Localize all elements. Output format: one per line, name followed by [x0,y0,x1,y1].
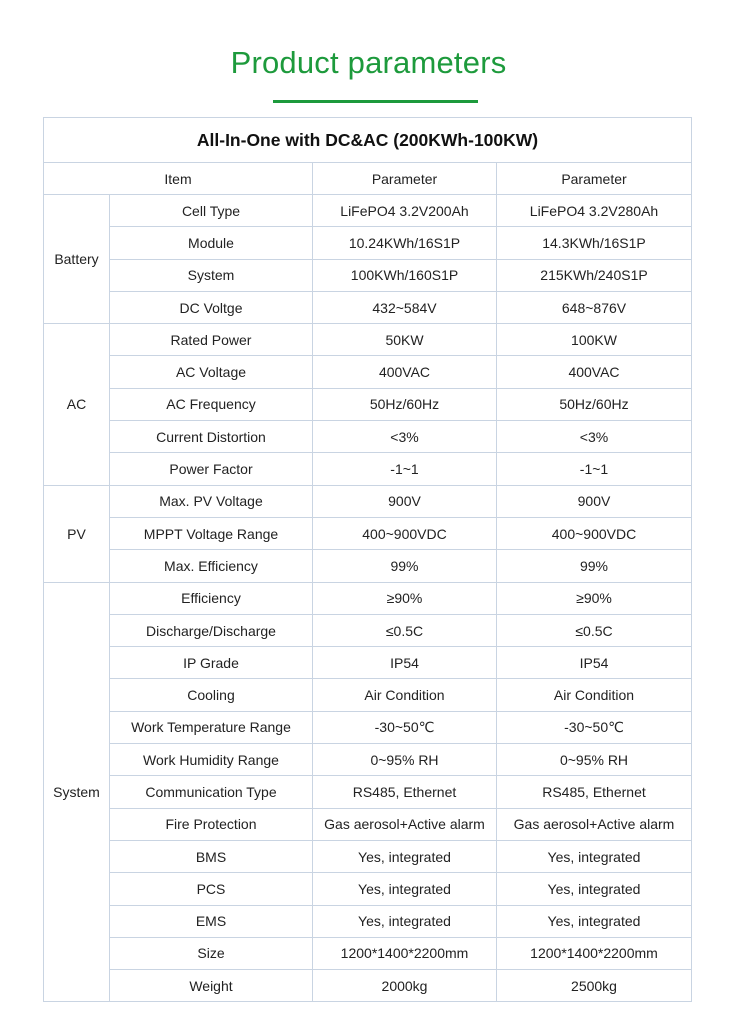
row-parameter-1-cell: -1~1 [313,453,497,485]
table-row [44,679,692,711]
row-item-cell: Max. Efficiency [110,550,313,582]
row-parameter-1-cell: IP54 [313,647,497,679]
row-item-cell: Max. PV Voltage [110,485,313,517]
row-item-cell: BMS [110,840,313,872]
row-parameter-1-cell: 2000kg [313,970,497,1002]
row-parameter-2-cell: -30~50℃ [497,711,692,743]
spec-table-body [44,195,692,1002]
row-item-cell: Size [110,937,313,969]
row-parameter-2-cell: 14.3KWh/16S1P [497,227,692,259]
row-parameter-2-cell: 400VAC [497,356,692,388]
row-parameter-2-cell: ≥90% [497,582,692,614]
table-row [44,195,692,227]
table-row [44,388,692,420]
row-parameter-1-cell: Gas aerosol+Active alarm [313,808,497,840]
row-parameter-1-cell: 50KW [313,324,497,356]
table-row [44,614,692,646]
group-label: System [44,582,110,1002]
table-row [44,517,692,549]
row-parameter-2-cell: RS485, Ethernet [497,776,692,808]
row-item-cell: DC Voltge [110,291,313,323]
row-item-cell: System [110,259,313,291]
header-item: Item [44,163,313,195]
row-parameter-2-cell: 648~876V [497,291,692,323]
row-parameter-1-cell: 900V [313,485,497,517]
row-parameter-1-cell: RS485, Ethernet [313,776,497,808]
group-label: PV [44,485,110,582]
row-item-cell: Rated Power [110,324,313,356]
row-item-cell: Work Temperature Range [110,711,313,743]
row-item-cell: Efficiency [110,582,313,614]
header-parameter-1: Parameter [313,163,497,195]
table-row [44,324,692,356]
header-row [44,163,692,195]
row-parameter-1-cell: Yes, integrated [313,873,497,905]
row-parameter-1-cell: LiFePO4 3.2V200Ah [313,195,497,227]
table-caption: All-In-One with DC&AC (200KWh-100KW) [44,118,692,163]
row-parameter-2-cell: Yes, integrated [497,840,692,872]
row-item-cell: Cell Type [110,195,313,227]
table-row [44,227,692,259]
row-parameter-2-cell: <3% [497,421,692,453]
row-parameter-2-cell: 100KW [497,324,692,356]
row-parameter-1-cell: 0~95% RH [313,744,497,776]
table-row [44,550,692,582]
row-parameter-2-cell: 2500kg [497,970,692,1002]
table-row [44,582,692,614]
row-item-cell: EMS [110,905,313,937]
row-parameter-2-cell: IP54 [497,647,692,679]
table-row [44,937,692,969]
row-parameter-1-cell: <3% [313,421,497,453]
row-item-cell: Weight [110,970,313,1002]
row-item-cell: AC Frequency [110,388,313,420]
row-parameter-2-cell: 99% [497,550,692,582]
table-row [44,873,692,905]
row-parameter-1-cell: Yes, integrated [313,905,497,937]
row-parameter-1-cell: 100KWh/160S1P [313,259,497,291]
table-row [44,356,692,388]
row-parameter-1-cell: 1200*1400*2200mm [313,937,497,969]
row-parameter-1-cell: 432~584V [313,291,497,323]
row-parameter-1-cell: Air Condition [313,679,497,711]
row-item-cell: Current Distortion [110,421,313,453]
table-row [44,744,692,776]
row-item-cell: Work Humidity Range [110,744,313,776]
row-item-cell: Communication Type [110,776,313,808]
row-parameter-1-cell: 400VAC [313,356,497,388]
row-parameter-2-cell: LiFePO4 3.2V280Ah [497,195,692,227]
caption-row [44,118,692,163]
row-parameter-1-cell: ≥90% [313,582,497,614]
table-row [44,711,692,743]
row-parameter-2-cell: 0~95% RH [497,744,692,776]
row-parameter-1-cell: Yes, integrated [313,840,497,872]
table-row [44,259,692,291]
row-item-cell: IP Grade [110,647,313,679]
group-label: Battery [44,195,110,324]
row-item-cell: Cooling [110,679,313,711]
table-row [44,808,692,840]
table-row [44,453,692,485]
row-parameter-2-cell: 1200*1400*2200mm [497,937,692,969]
group-label: AC [44,324,110,485]
row-parameter-2-cell: -1~1 [497,453,692,485]
table-row [44,905,692,937]
title-underline [273,100,478,103]
table-row [44,647,692,679]
row-parameter-1-cell: -30~50℃ [313,711,497,743]
row-parameter-2-cell: 215KWh/240S1P [497,259,692,291]
row-parameter-2-cell: Yes, integrated [497,905,692,937]
row-item-cell: Module [110,227,313,259]
table-row [44,291,692,323]
table-row [44,776,692,808]
spec-table [43,117,692,1002]
row-parameter-1-cell: 99% [313,550,497,582]
row-parameter-1-cell: 400~900VDC [313,517,497,549]
row-parameter-2-cell: 50Hz/60Hz [497,388,692,420]
row-parameter-2-cell: 900V [497,485,692,517]
row-parameter-2-cell: Yes, integrated [497,873,692,905]
row-item-cell: Fire Protection [110,808,313,840]
page-title: Product parameters [230,45,507,80]
row-item-cell: Discharge/Discharge [110,614,313,646]
row-item-cell: AC Voltage [110,356,313,388]
row-item-cell: MPPT Voltage Range [110,517,313,549]
row-parameter-2-cell: Air Condition [497,679,692,711]
row-item-cell: PCS [110,873,313,905]
row-item-cell: Power Factor [110,453,313,485]
row-parameter-2-cell: 400~900VDC [497,517,692,549]
header-parameter-2: Parameter [497,163,692,195]
row-parameter-1-cell: ≤0.5C [313,614,497,646]
table-row [44,485,692,517]
table-row [44,421,692,453]
row-parameter-1-cell: 10.24KWh/16S1P [313,227,497,259]
row-parameter-2-cell: Gas aerosol+Active alarm [497,808,692,840]
table-row [44,840,692,872]
row-parameter-1-cell: 50Hz/60Hz [313,388,497,420]
row-parameter-2-cell: ≤0.5C [497,614,692,646]
table-row [44,970,692,1002]
